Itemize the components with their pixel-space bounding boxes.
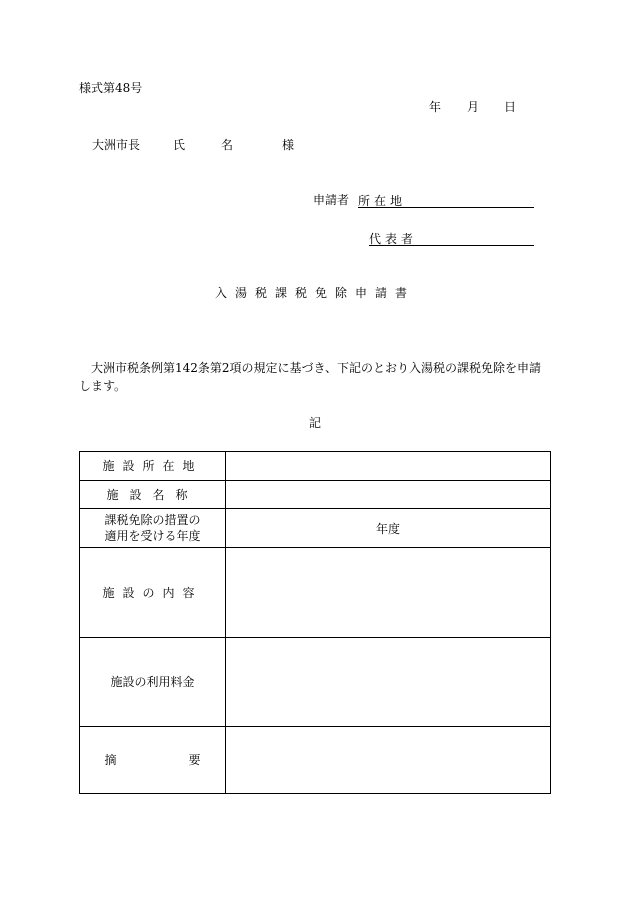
table-row [80,727,551,794]
addressee [92,138,294,152]
table-row [80,509,551,548]
row-value-usage-fee[interactable] [226,638,551,727]
row-label-remarks-left: 摘 [104,753,117,767]
date-year: 年 [429,100,442,114]
row-value-fiscal-year[interactable]: 年度 [226,509,551,548]
body-text: 大洲市税条例第142条第2項の規定に基づき、下記のとおり入湯税の課税免除を申請します。 [79,361,542,393]
row-value-facility-name[interactable] [226,481,551,509]
row-label-remarks [80,727,226,794]
row-label-facility-contents: 施設の内容 [80,548,226,638]
addressee-mei: 名 [221,138,234,152]
document-title: 入湯税課税免除申請書 [214,286,415,300]
applicant-label: 申請者 [313,193,350,207]
row-label-fiscal-year-line1: 課税免除の措置の [104,513,201,527]
table-row [80,638,551,727]
row-label-facility-location: 施設所在地 [80,452,226,481]
row-label-usage-fee: 施設の利用料金 [80,638,226,727]
ki-heading: 記 [308,416,321,430]
table-row [80,481,551,509]
row-value-facility-contents[interactable] [226,548,551,638]
addressee-mayor: 大洲市長 [92,138,141,152]
table-row [80,452,551,481]
table-row [80,548,551,638]
row-label-fiscal-year-line2: 適用を受ける年度 [104,529,201,543]
row-label-fiscal-year [80,509,226,548]
date-month: 月 [467,100,480,114]
addressee-sama: 様 [282,138,295,152]
addressee-shi: 氏 [173,138,186,152]
application-table [79,451,551,794]
applicant-representative-label: 代表者 [369,232,418,246]
form-number: 様式第48号 [79,81,143,95]
row-label-remarks-right: 要 [188,753,201,767]
row-label-facility-name: 施設名称 [80,481,226,509]
row-value-facility-location[interactable] [226,452,551,481]
row-value-remarks[interactable] [226,727,551,794]
date-line [429,100,516,114]
applicant-location-field[interactable] [358,192,534,208]
date-day: 日 [504,100,517,114]
applicant-representative-field[interactable] [369,230,534,246]
applicant-location-label: 所在地 [358,194,407,208]
